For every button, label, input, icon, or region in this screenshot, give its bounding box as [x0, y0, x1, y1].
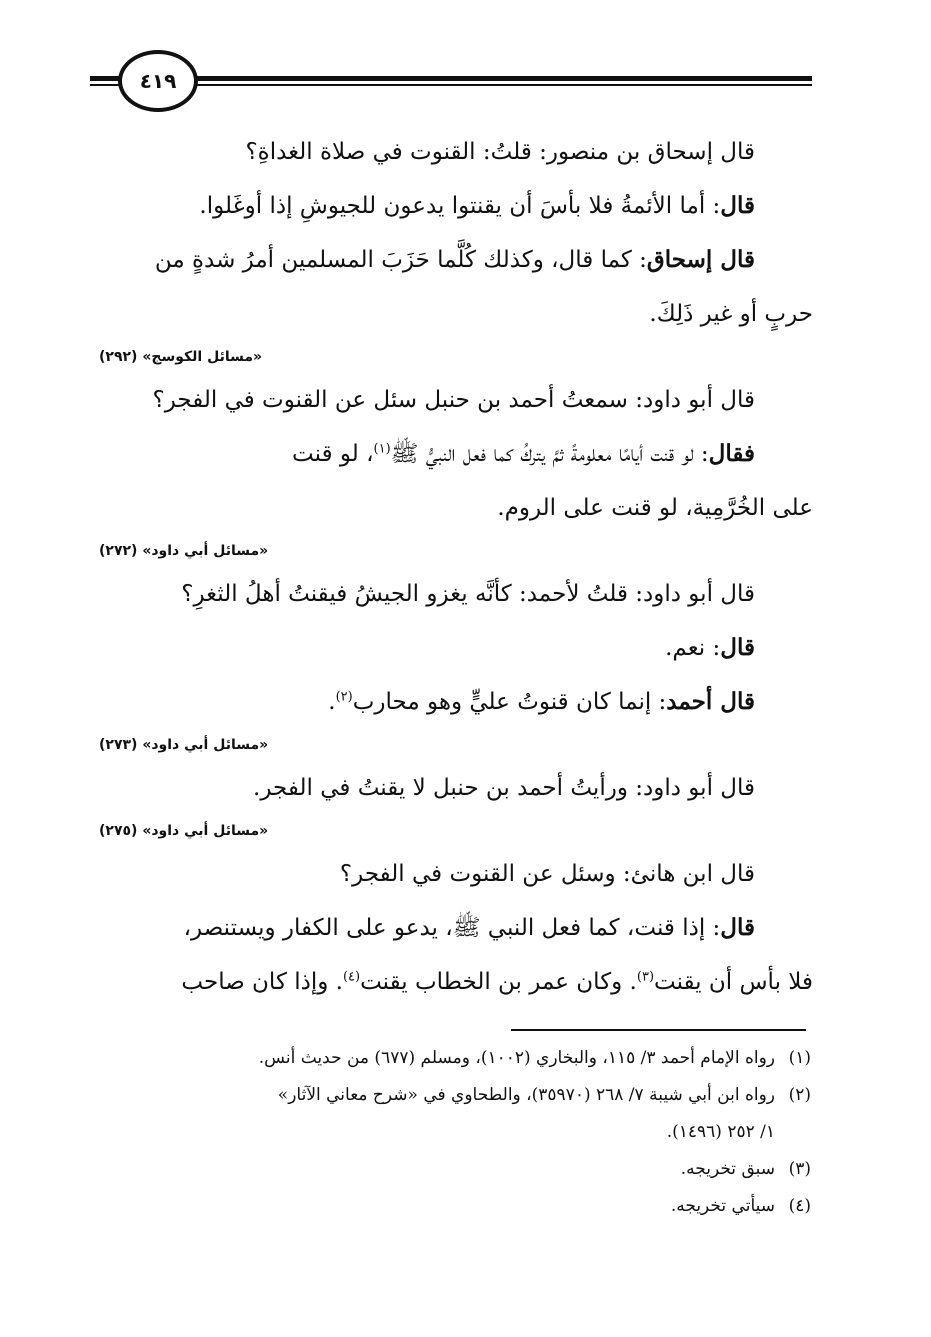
line-text: حربٍ أو غير ذَلِكَ. [649, 301, 813, 327]
text-line [101, 233, 813, 287]
footnote-marker: (١) [373, 441, 391, 457]
header-rule-thin-line [90, 84, 812, 86]
footnote [93, 1151, 811, 1188]
footnote-marker: (٤) [342, 969, 361, 985]
text-line [101, 179, 813, 233]
line-text: : نعم. [665, 635, 721, 661]
header-rule [90, 70, 812, 92]
speaker-label: قال [720, 914, 755, 941]
line-text: فلا بأس أن يقنت [654, 969, 813, 995]
line-text-tail: . [328, 689, 336, 715]
line-text: : كما قال، وكذلك كُلَّما حَزَبَ المسلمين أمرُ شدةٍ من [154, 247, 647, 273]
text-line [101, 901, 813, 955]
line-text-tail: . وإذا كان صاحب [181, 969, 343, 995]
speaker-label: قال إسحاق [646, 246, 755, 273]
footnote-body [93, 1188, 775, 1225]
speaker-label: قال [720, 192, 755, 219]
source-reference-text: «مسائل الكوسج» (٢٩٢) [99, 349, 263, 365]
page-number: ٤١٩ [118, 50, 198, 112]
text-line [101, 427, 813, 481]
line-text: قال أبو داود: ورأيتُ أحمد بن حنبل لا يقنتُ في الفجر. [253, 775, 755, 801]
line-text-tail: ، لو قنت [292, 441, 374, 467]
footnote-marker: (٢) [335, 689, 353, 705]
line-text: : إذا قنت، كما فعل النبي ﷺ، يدعو على الكفار ويستنصر، [183, 915, 721, 941]
text-line [101, 125, 813, 179]
source-reference-text: «مسائل أبي داود» (٢٧٣) [99, 737, 269, 753]
line-text: على الخُرَّمِية، لو قنت على الروم. [497, 495, 813, 521]
source-reference [99, 341, 813, 373]
text-line [101, 287, 813, 341]
footnote [93, 1188, 811, 1225]
footnote-body [93, 1040, 775, 1077]
line-text: : لو قنت أيامًا معلومةً ثمَّ يتركُ كما فعل النبيُّ ﷺ [390, 441, 709, 467]
line-text: قال ابن هانئ: وسئل عن القنوت في الفجر؟ [339, 861, 755, 887]
speaker-label: قال [720, 634, 755, 661]
source-reference [99, 815, 813, 847]
footnote-text: سيأتي تخريجه. [670, 1196, 775, 1216]
footnote-number: (٢) [788, 1085, 811, 1105]
source-reference-text: «مسائل أبي داود» (٢٧٢) [99, 543, 269, 559]
line-text: قال أبو داود: قلتُ لأحمد: كأنَّه يغزو الجيشُ فيقنتُ أهلُ الثغرِ؟ [181, 581, 755, 607]
footnote-text: رواه الإمام أحمد ٣/ ١١٥، والبخاري (١٠٠٢)، ومسلم (٦٧٧) من حديث أنس. [258, 1048, 775, 1068]
text-line [101, 373, 813, 427]
footnote-number: (٣) [788, 1159, 811, 1179]
footnote [93, 1040, 811, 1077]
footnote [93, 1077, 811, 1151]
line-text: : إنما كان قنوتُ عليٍّ وهو محارب [352, 689, 667, 715]
source-reference-text: «مسائل أبي داود» (٢٧٥) [99, 823, 269, 839]
text-line [101, 847, 813, 901]
footnote-text: ١/ ٢٥٢ (١٤٩٦). [666, 1122, 775, 1142]
footnote-separator [511, 1029, 806, 1031]
footnote-number: (٤) [788, 1196, 811, 1216]
footnotes [93, 1040, 811, 1225]
footnote-number: (١) [788, 1048, 811, 1068]
source-reference [99, 535, 813, 567]
footnote-text: سبق تخريجه. [680, 1159, 775, 1179]
line-text: قال أبو داود: سمعتُ أحمد بن حنبل سئل عن القنوت في الفجر؟ [152, 387, 755, 413]
footnote-body [93, 1077, 775, 1151]
footnote-marker: (٣) [636, 969, 655, 985]
line-text: قال إسحاق بن منصور: قلتُ: القنوت في صلاة الغداةِ؟ [245, 139, 755, 165]
text-line [101, 955, 813, 1009]
source-reference [99, 729, 813, 761]
main-text [101, 125, 813, 1009]
text-line [101, 761, 813, 815]
line-text: : أما الأئمةُ فلا بأسَ أن يقنتوا يدعون للجيوشِ إذا أوغَلوا. [199, 193, 721, 219]
text-line [101, 621, 813, 675]
header-rule-thick-line [90, 76, 812, 81]
footnote-body [93, 1151, 775, 1188]
speaker-label: فقال [708, 440, 755, 467]
line-text-tail: . وكان عمر بن الخطاب يقنت [360, 969, 637, 995]
text-line [101, 675, 813, 729]
footnote-text: رواه ابن أبي شيبة ٧/ ٢٦٨ (٣٥٩٧٠)، والطحاوي في «شرح معاني الآثار» [277, 1085, 775, 1105]
text-line [101, 567, 813, 621]
text-line [101, 481, 813, 535]
speaker-label: قال أحمد [666, 688, 755, 715]
